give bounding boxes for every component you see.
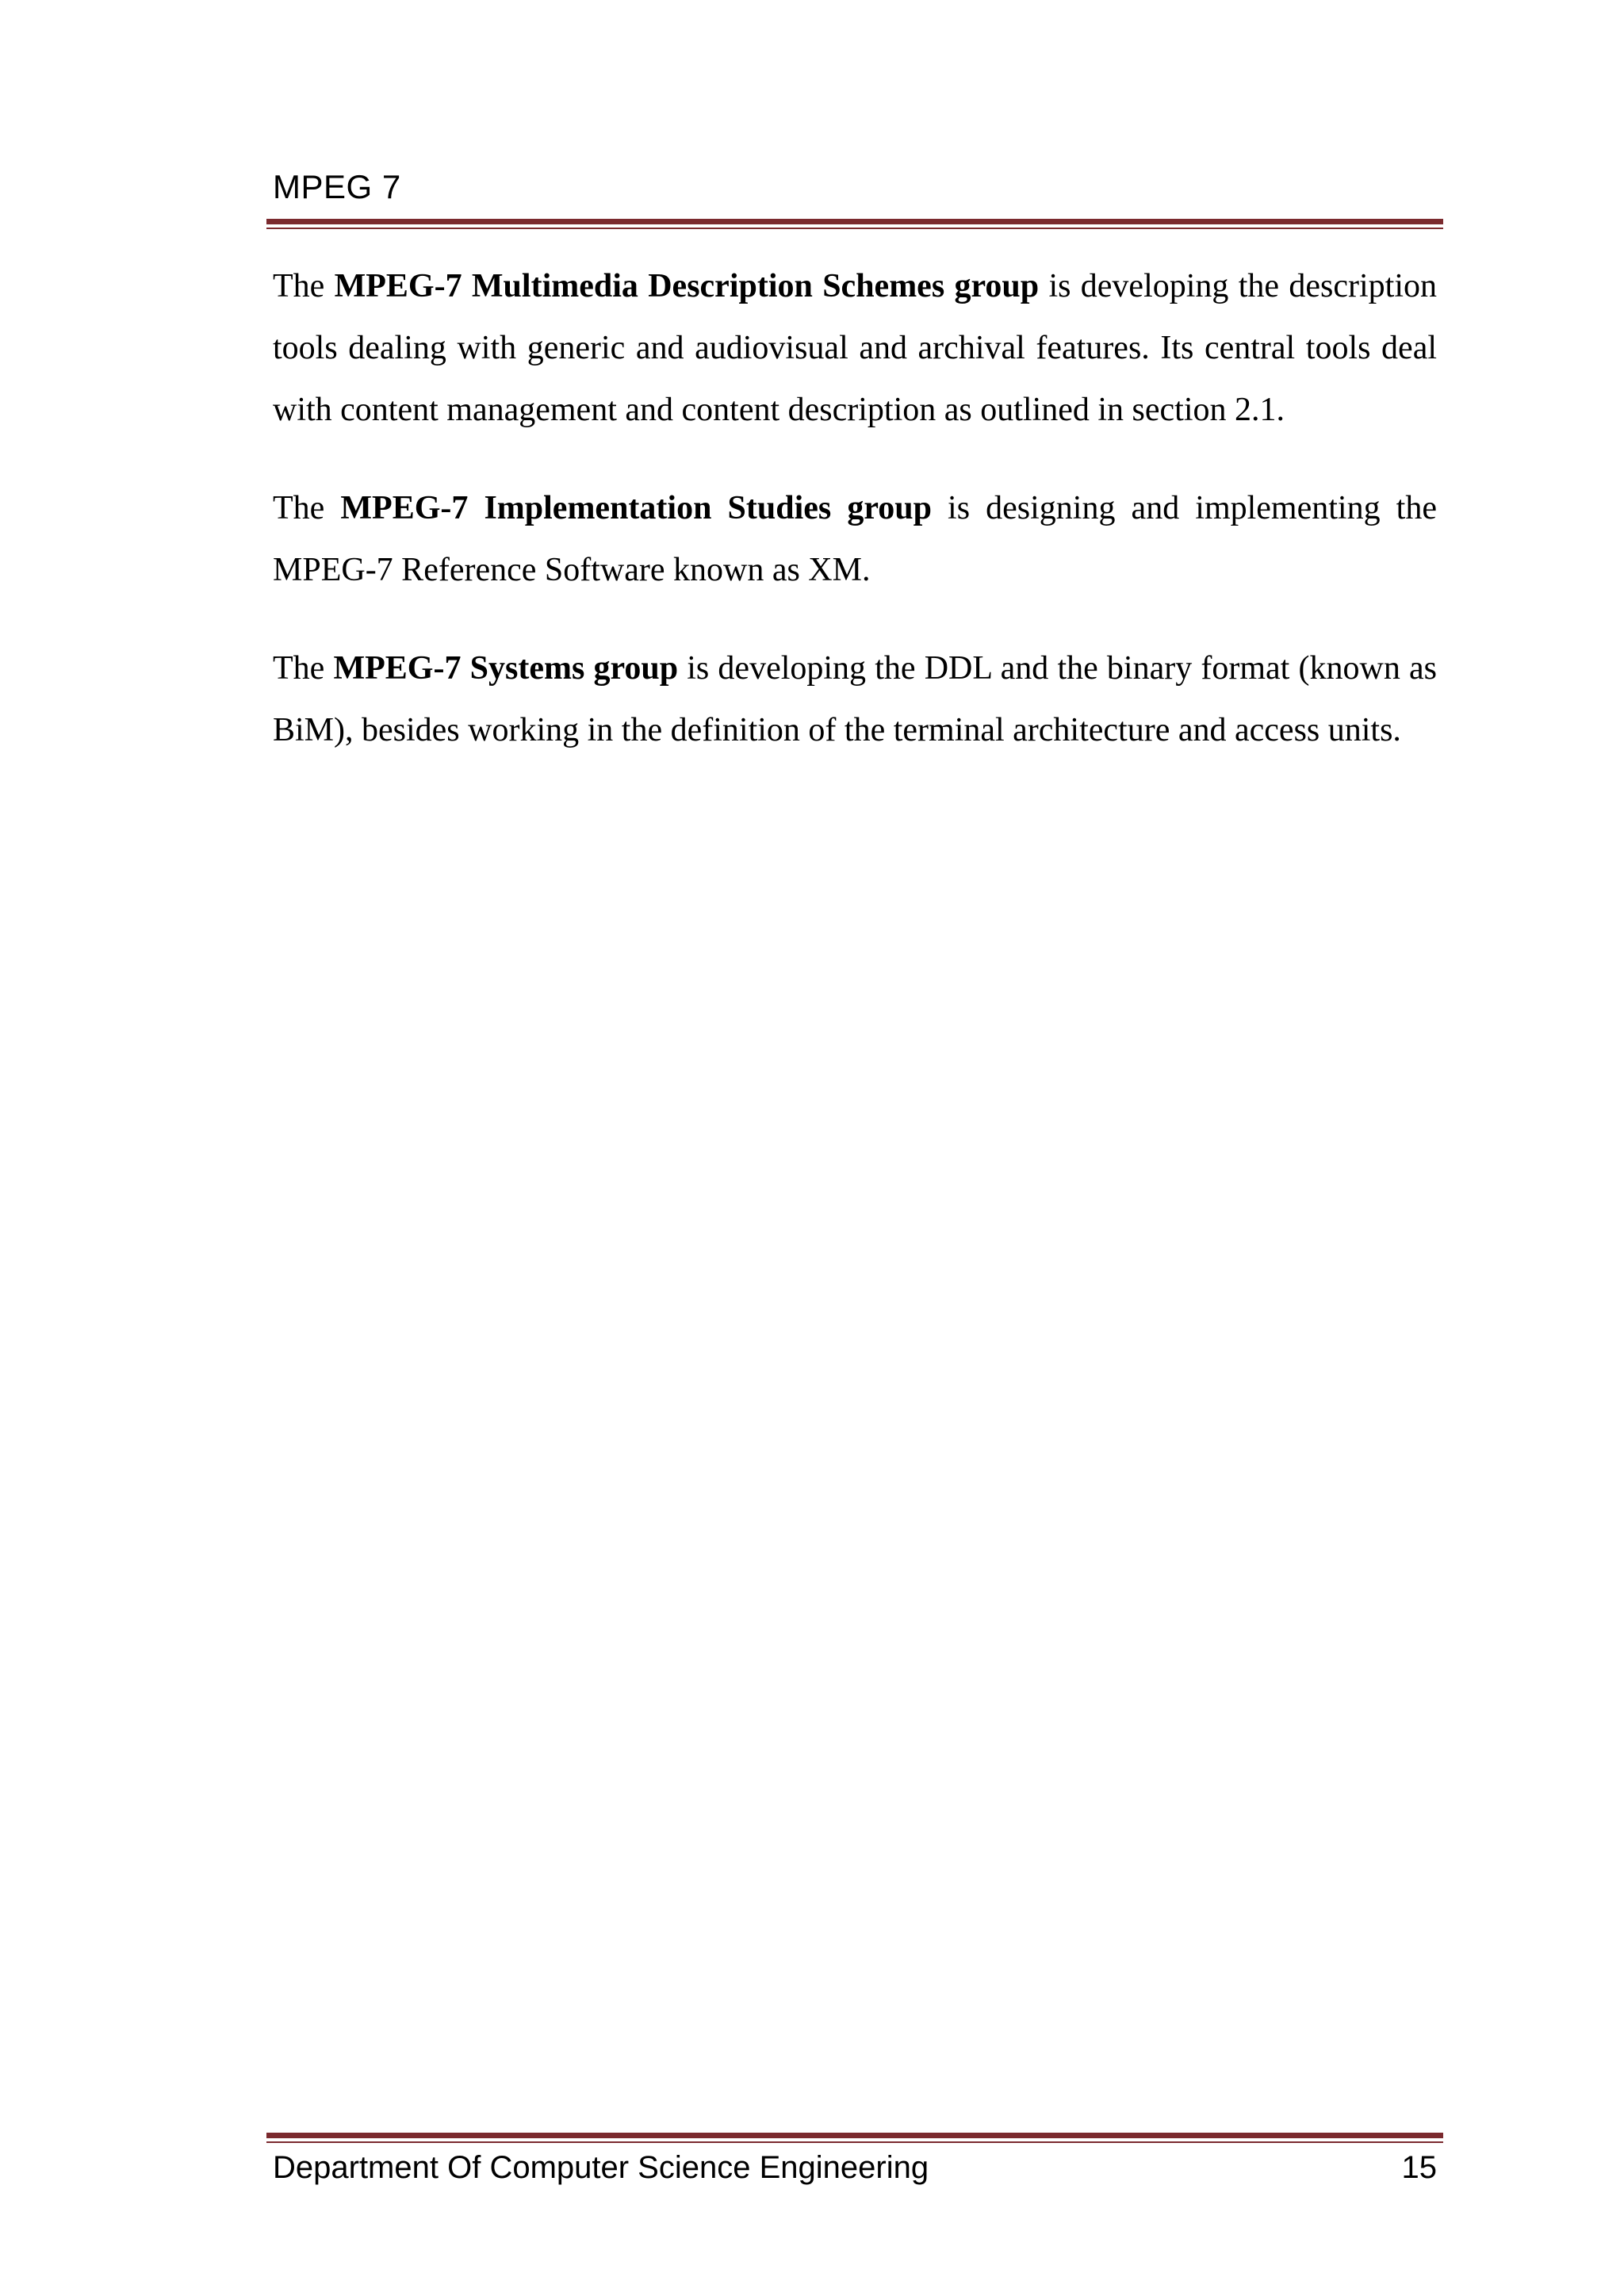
paragraph-rest: is developing the description tools dealing with generic and audiovisual and archival features. Its central tools deal with content management and content description as outlined in section 2.1. — [273, 268, 1437, 428]
group-name-bold: MPEG-7 Systems group — [333, 650, 679, 687]
paragraph-lead: The — [273, 268, 335, 304]
footer-department: Department Of Computer Science Engineering — [273, 2150, 929, 2185]
paragraph-lead: The — [273, 490, 341, 526]
footer-rule-thick — [266, 2133, 1443, 2138]
paragraph-lead: The — [273, 650, 334, 687]
body-text — [273, 255, 1437, 798]
paragraph-implementation-studies-group — [273, 477, 1437, 601]
paragraph-rest: is developing the DDL and the binary format (known as BiM), besides working in the definition of the terminal architecture and access units. — [273, 650, 1438, 748]
paragraph-systems-group — [273, 637, 1437, 761]
paragraph-mds-group — [273, 255, 1437, 441]
group-name-bold: MPEG-7 Multimedia Description Schemes group — [334, 268, 1040, 304]
header-rule-thin — [266, 228, 1443, 229]
footer-rule-thin — [266, 2141, 1443, 2143]
paragraph-rest: is designing and implementing the MPEG-7 Reference Software known as XM. — [273, 490, 1437, 588]
running-header-title: MPEG 7 — [273, 168, 401, 205]
page-number: 15 — [1401, 2150, 1437, 2185]
group-name-bold: MPEG-7 Implementation Studies group — [340, 490, 932, 526]
header-rule-thick — [266, 219, 1443, 224]
